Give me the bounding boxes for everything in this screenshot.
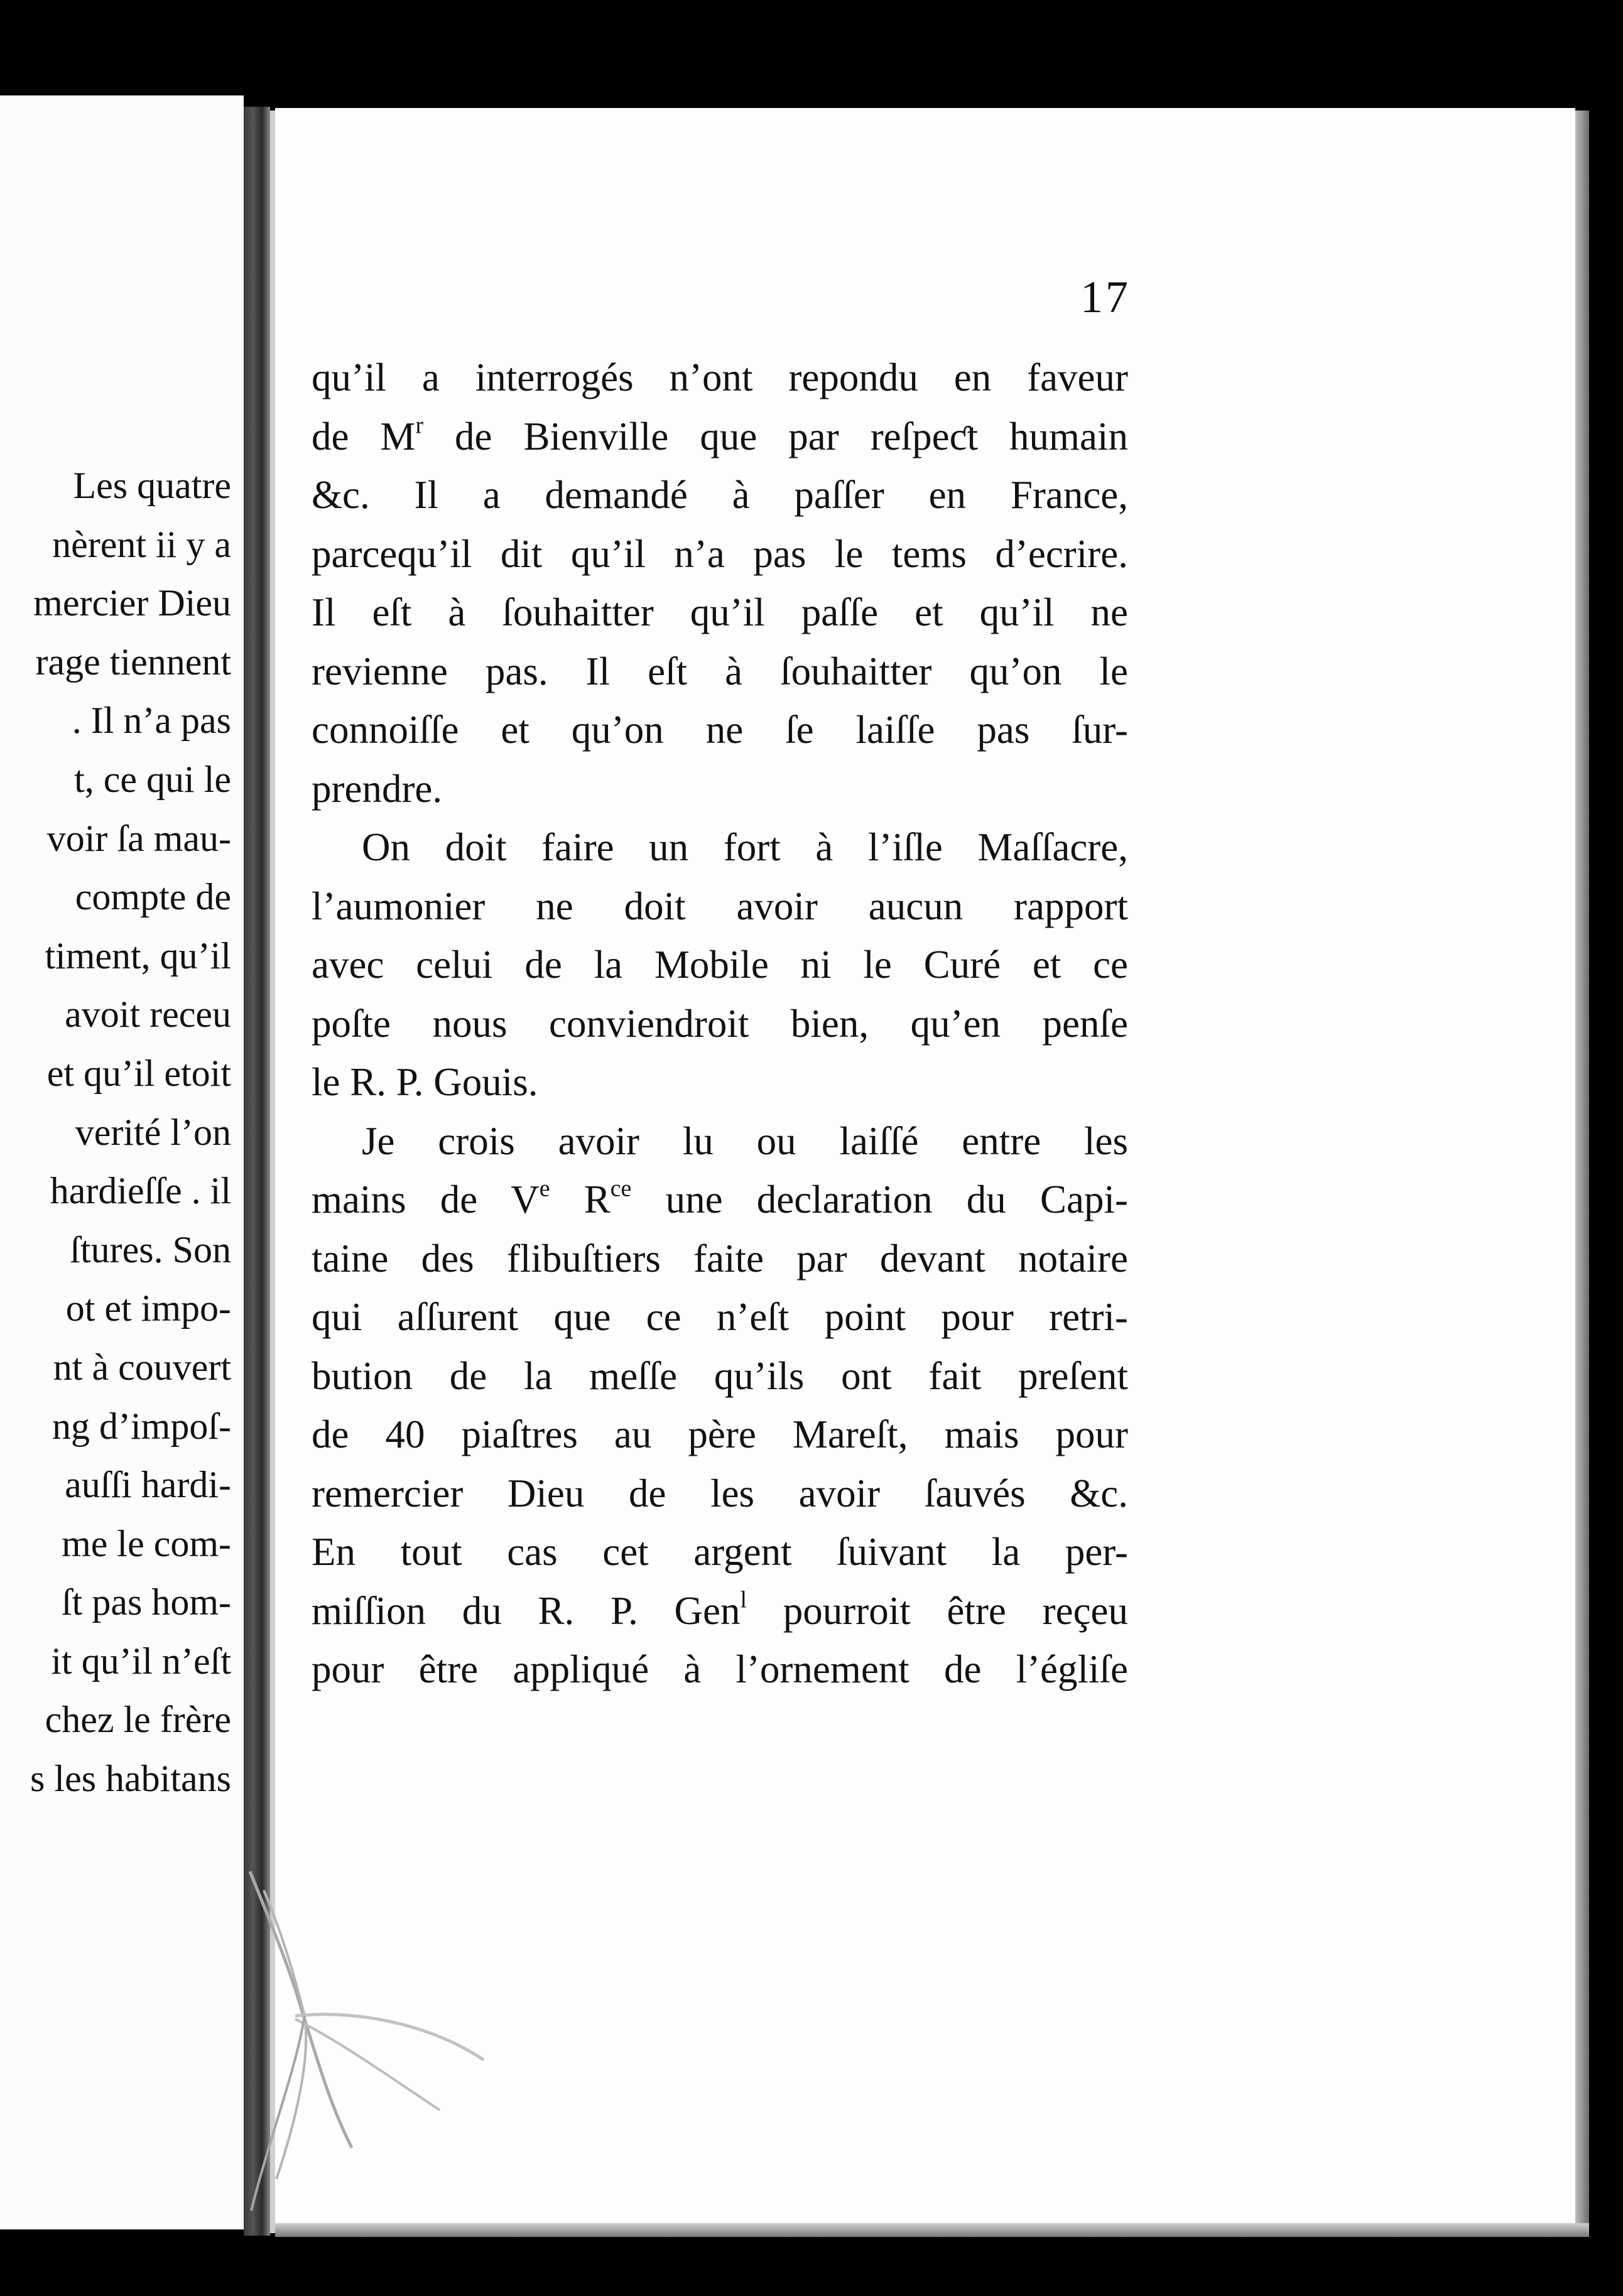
page-number: 17 [1080, 272, 1131, 322]
facing-page-line: it qu’il n’eſt [51, 1640, 231, 1682]
superscript: ce [610, 1175, 632, 1202]
text-line [312, 1582, 1128, 1641]
text-segment: de M [312, 414, 416, 458]
facing-page-line: auſſi hardi- [65, 1464, 231, 1506]
facing-page-line: nt à couvert [53, 1346, 231, 1388]
facing-page-line: s les habitans [30, 1758, 231, 1800]
facing-page-line: chez le frère [45, 1699, 231, 1741]
facing-page-left [0, 95, 244, 2229]
text-segment: R [550, 1178, 611, 1221]
page-body-text [312, 349, 1128, 1699]
text-segment: de Bienville que par reſpeƈt humain [423, 414, 1129, 458]
text-line [312, 1171, 1128, 1230]
facing-page-line: me le com- [62, 1522, 231, 1564]
text-line: taine des flibuſtiers faite par devant notaire [312, 1236, 1128, 1281]
text-line: l’aumonier ne doit avoir aucun rapport [312, 884, 1128, 928]
facing-page-line: avoit receu [65, 994, 231, 1036]
book-gutter [244, 107, 270, 2236]
text-line: bution de la meſſe qu’ils ont fait preſent [312, 1353, 1128, 1398]
text-segment: miſſion du R. P. Gen [312, 1588, 741, 1633]
text-line: avec celui de la Mobile ni le Curé et ce [312, 943, 1128, 987]
text-line: remercier Dieu de les avoir ſauvés &c. [312, 1471, 1128, 1515]
facing-page-line: t, ce qui le [74, 758, 231, 800]
facing-page-line: timent, qu’il [45, 934, 231, 977]
facing-page-line: et qu’il etoit [46, 1052, 231, 1094]
facing-page-line: verité l’on [75, 1111, 231, 1153]
facing-page-line: ſt pas hom- [62, 1581, 231, 1623]
superscript: l [740, 1586, 747, 1613]
superscript: r [415, 412, 424, 439]
facing-page-text [0, 457, 231, 1809]
text-line: le R. P. Gouis. [312, 1060, 538, 1104]
text-line: qui aſſurent que ce n’eſt point pour retri- [312, 1295, 1128, 1339]
text-line: En tout cas cet argent ſuivant la per- [312, 1530, 1128, 1574]
text-line: qu’il a interrogés n’ont repondu en faveur [312, 355, 1128, 399]
facing-page-line: ot et impo- [65, 1287, 231, 1329]
text-line [312, 408, 1128, 467]
text-line: revienne pas. Il eſt à ſouhaitter qu’on le [312, 649, 1128, 693]
facing-page-line: ſtures. Son [70, 1228, 231, 1270]
gutter-edge [270, 111, 275, 2233]
facing-page-line: nèrent ii y a [52, 523, 231, 565]
superscript: e [539, 1175, 550, 1202]
text-line: prendre. [312, 766, 443, 811]
text-line: Il eſt à ſouhaitter qu’il paſſe et qu’il ne [312, 590, 1128, 634]
facing-page-line: rage tiennent [35, 641, 231, 683]
text-segment: pourroit être reçeu [747, 1588, 1128, 1633]
text-line: &c. Il a demandé à paſſer en France, [312, 473, 1128, 517]
text-line: de 40 piaſtres au père Mareſt, mais pour [312, 1412, 1128, 1456]
text-segment: mains de V [312, 1178, 540, 1221]
text-line: pour être appliqué à l’ornement de l’égliſe [312, 1647, 1128, 1691]
facing-page-line: Les quatre [73, 465, 231, 506]
text-line: connoiſſe et qu’on ne ſe laiſſe pas ſur- [312, 708, 1128, 752]
page-bottom-edge [275, 2223, 1589, 2237]
text-line: parcequ’il dit qu’il n’a pas le tems d’ecrire. [312, 531, 1128, 576]
text-line: poſte nous conviendroit bien, qu’en penſe [312, 1001, 1128, 1046]
facing-page-line: mercier Dieu [33, 582, 231, 624]
facing-page-line: . Il n’a pas [72, 700, 231, 742]
text-line: Je crois avoir lu ou laiſſé entre les [362, 1118, 1128, 1163]
facing-page-line: voir ſa mau- [46, 817, 231, 859]
facing-page-line: hardieſſe . il [50, 1170, 231, 1212]
text-segment: une declaration du Capi- [631, 1178, 1128, 1221]
page-right-edge [1575, 111, 1589, 2234]
text-line: On doit faire un fort à l’iſle Maſſacre, [362, 825, 1128, 869]
facing-page-line: ng d’impoſ- [52, 1405, 231, 1447]
facing-page-line: compte de [75, 876, 231, 918]
